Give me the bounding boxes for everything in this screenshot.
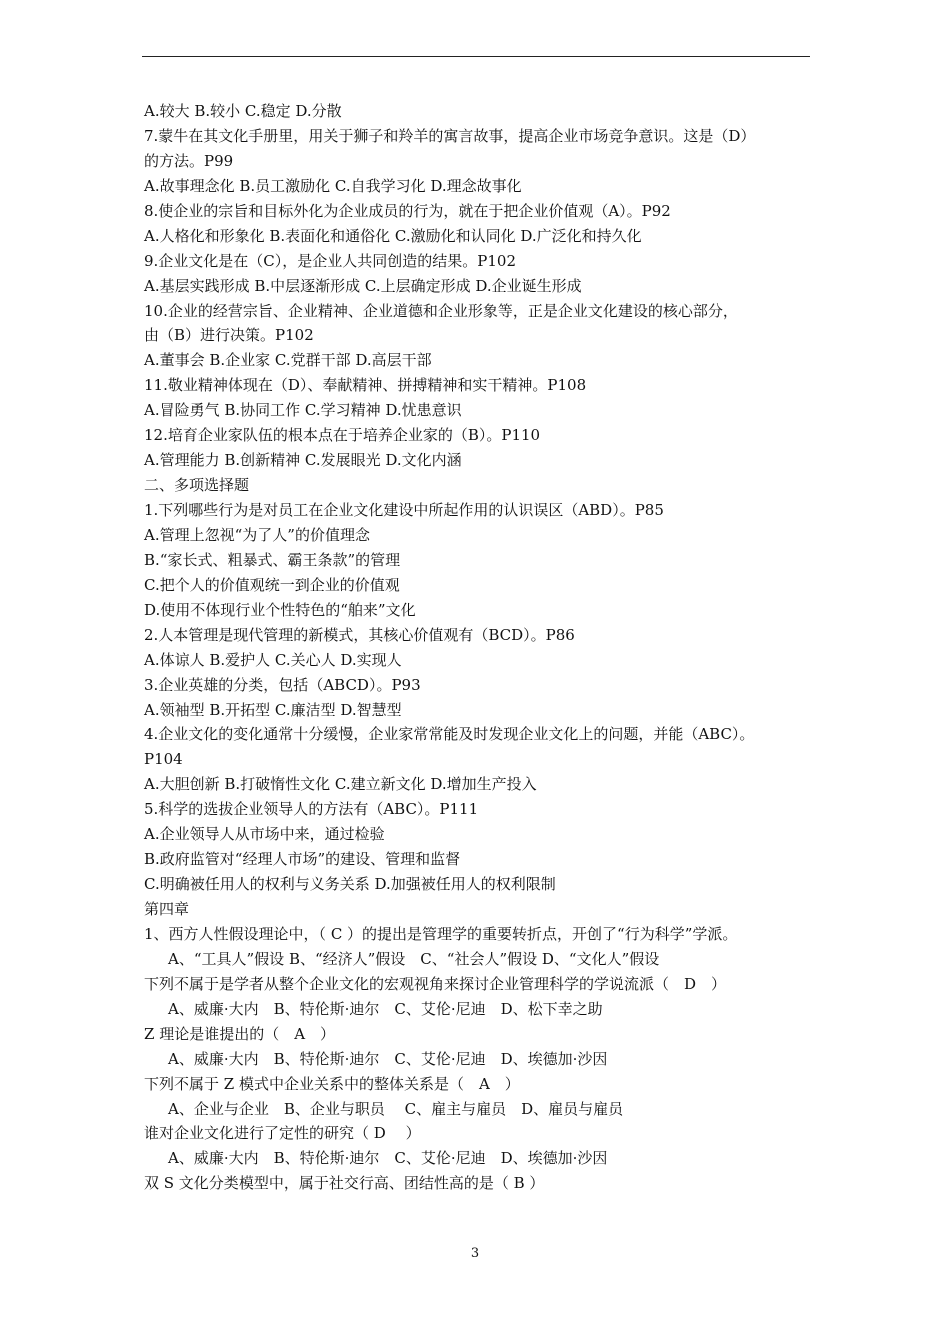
chapter4-question: 双 S 文化分类模型中，属于社交行高、团结性高的是（ B ） bbox=[144, 1174, 545, 1193]
multi-question-3: 3.企业英雄的分类，包括（ABCD）。P93 bbox=[144, 675, 421, 694]
multi-question-4: 4.企业文化的变化通常十分缓慢，企业家常常能及时发现企业文化上的问题，并能（ABC）。 bbox=[144, 725, 755, 744]
answer-option: C.明确被任用人的权利与义务关系 D.加强被任用人的权利限制 bbox=[144, 875, 556, 894]
answer-options: A.冒险勇气 B.协同工作 C.学习精神 D.忧患意识 bbox=[144, 401, 462, 420]
answer-option: A.企业领导人从市场中来，通过检验 bbox=[144, 825, 385, 844]
header-rule bbox=[142, 56, 810, 57]
answer-option: B.政府监管对“经理人市场”的建设、管理和监督 bbox=[144, 850, 461, 869]
answer-options: A、威廉·大内 B、特伦斯·迪尔 C、艾伦·尼迪 D、埃德加·沙因 bbox=[168, 1149, 608, 1168]
chapter4-question: 下列不属于是学者从整个企业文化的宏观视角来探讨企业管理科学的学说流派（ D ） bbox=[144, 974, 727, 993]
question-9: 9.企业文化是在（C），是企业人共同创造的结果。P102 bbox=[144, 251, 517, 270]
answer-options: A.大胆创新 B.打破惰性文化 C.建立新文化 D.增加生产投入 bbox=[144, 775, 537, 794]
answer-option: D.使用不体现行业个性特色的“舶来”文化 bbox=[144, 600, 416, 619]
answer-option: A.管理上忽视“为了人”的价值理念 bbox=[144, 525, 370, 544]
multi-question-5: 5.科学的选拔企业领导人的方法有（ABC）。P111 bbox=[144, 800, 479, 819]
answer-options: A.故事理念化 B.员工激励化 C.自我学习化 D.理念故事化 bbox=[144, 176, 522, 195]
chapter4-question: 谁对企业文化进行了定性的研究（ D ） bbox=[144, 1124, 421, 1143]
question-8: 8.使企业的宗旨和目标外化为企业成员的行为，就在于把企业价值观（A）。P92 bbox=[144, 201, 671, 220]
chapter4-question: Z 理论是谁提出的（ A ） bbox=[144, 1024, 336, 1043]
question-11: 11.敬业精神体现在（D）、奉献精神、拼搏精神和实干精神。P108 bbox=[144, 376, 587, 395]
answer-options: A.体谅人 B.爱护人 C.关心人 D.实现人 bbox=[144, 650, 402, 669]
text-line: 的方法。P99 bbox=[144, 151, 234, 170]
answer-options: A.领袖型 B.开拓型 C.廉洁型 D.智慧型 bbox=[144, 700, 402, 719]
answer-option: C.把个人的价值观统一到企业的价值观 bbox=[144, 575, 400, 594]
answer-options: A.人格化和形象化 B.表面化和通俗化 C.激励化和认同化 D.广泛化和持久化 bbox=[144, 226, 642, 245]
question-12: 12.培育企业家队伍的根本点在于培养企业家的（B）。P110 bbox=[144, 426, 541, 445]
document-body bbox=[144, 99, 812, 1196]
answer-options: A.董事会 B.企业家 C.党群干部 D.高层干部 bbox=[144, 351, 432, 370]
multi-question-2: 2.人本管理是现代管理的新模式，其核心价值观有（BCD）。P86 bbox=[144, 625, 575, 644]
chapter-heading: 第四章 bbox=[144, 900, 190, 918]
answer-option: B.“家长式、粗暴式、霸王条款”的管理 bbox=[144, 550, 401, 569]
question-10: 10.企业的经营宗旨、企业精神、企业道德和企业形象等，正是企业文化建设的核心部分， bbox=[144, 301, 738, 320]
chapter4-question-1: 1、西方人性假设理论中，（ C ）的提出是管理学的重要转折点，开创了“行为科学”学派。 bbox=[144, 924, 738, 943]
page-number: 3 bbox=[470, 1246, 480, 1261]
chapter4-question: 下列不属于 Z 模式中企业关系中的整体关系是（ A ） bbox=[144, 1074, 520, 1093]
answer-options: A.基层实践形成 B.中层逐渐形成 C.上层确定形成 D.企业诞生形成 bbox=[144, 276, 582, 295]
text-line: 由（B）进行决策。P102 bbox=[144, 326, 314, 345]
text-line: A.较大 B.较小 C.稳定 D.分散 bbox=[144, 102, 342, 120]
multi-question-1: 1.下列哪些行为是对员工在企业文化建设中所起作用的认识误区（ABD）。P85 bbox=[144, 501, 664, 519]
question-7: 7.蒙牛在其文化手册里，用关于狮子和羚羊的寓言故事，提高企业市场竞争意识。这是（D） bbox=[144, 126, 756, 145]
answer-options: A.管理能力 B.创新精神 C.发展眼光 D.文化内涵 bbox=[144, 451, 462, 470]
answer-options: A、威廉·大内 B、特伦斯·迪尔 C、艾伦·尼迪 D、埃德加·沙因 bbox=[168, 1049, 608, 1068]
text-line: P104 bbox=[144, 750, 183, 769]
section-heading: 二、多项选择题 bbox=[144, 476, 250, 495]
answer-options: A、威廉·大内 B、特伦斯·迪尔 C、艾伦·尼迪 D、松下幸之助 bbox=[168, 999, 603, 1018]
answer-options: A、企业与企业 B、企业与职员 C、雇主与雇员 D、雇员与雇员 bbox=[168, 1099, 624, 1118]
answer-options: A、“工具人”假设 B、“经济人”假设 C、“社会人”假设 D、“文化人”假设 bbox=[168, 949, 660, 968]
